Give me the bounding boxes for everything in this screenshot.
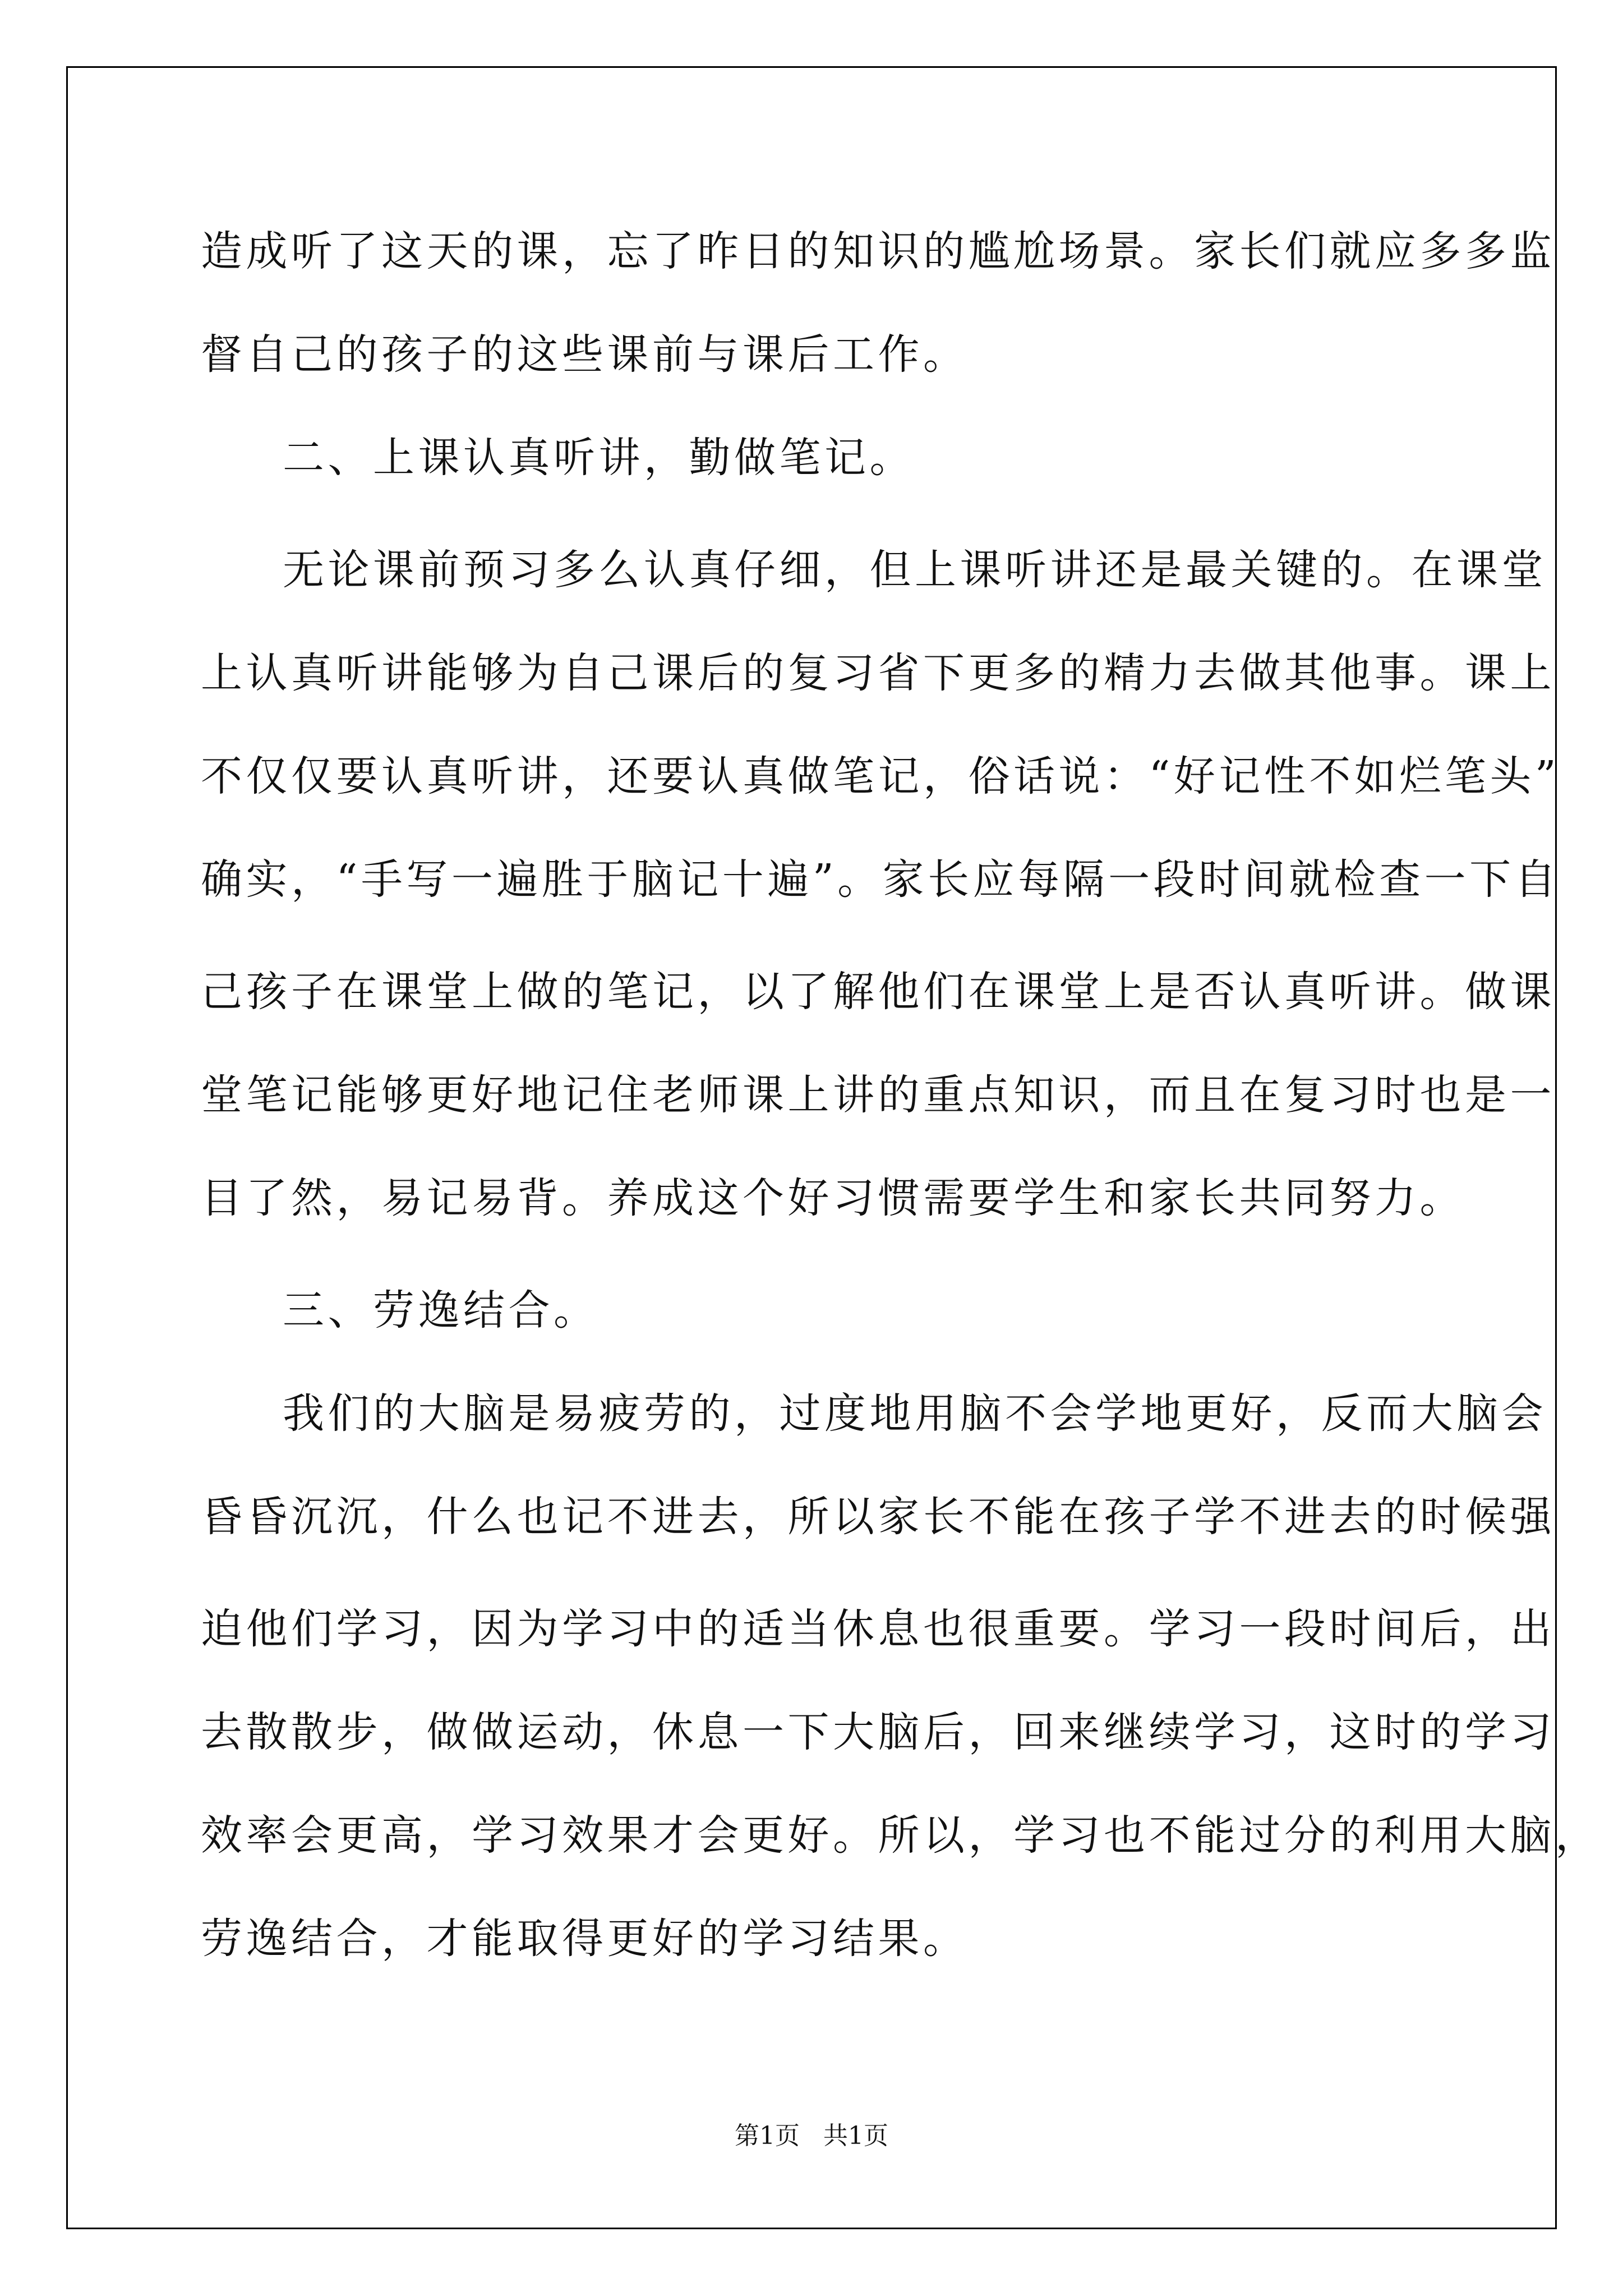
text-line: 上认真听讲能够为自己课后的复习省下更多的精力去做其他事。课上 <box>201 649 1555 697</box>
text-line: 督自己的孩子的这些课前与课后工作。 <box>201 330 969 379</box>
page-border <box>66 66 1557 2229</box>
text-line: 去散散步，做做运动，休息一下大脑后，回来继续学习，这时的学习 <box>201 1708 1555 1756</box>
section-heading: 二、上课认真听讲，勤做笔记。 <box>283 434 915 482</box>
text-line: 效率会更高，学习效果才会更好。所以，学习也不能过分的利用大脑， <box>201 1811 1601 1860</box>
text-line: 确实，“手写一遍胜于脑记十遍”。家长应每隔一段时间就检查一下自 <box>201 855 1560 904</box>
text-line: 我们的大脑是易疲劳的，过度地用脑不会学地更好，反而大脑会 <box>283 1389 1547 1438</box>
text-line: 迫他们学习，因为学习中的适当休息也很重要。学习一段时间后，出 <box>201 1605 1555 1653</box>
text-line: 无论课前预习多么认真仔细，但上课听讲还是最关键的。在课堂 <box>283 546 1547 594</box>
text-line: 劳逸结合，才能取得更好的学习结果。 <box>201 1915 969 1963</box>
text-line: 昏昏沉沉，什么也记不进去，所以家长不能在孩子学不进去的时候强 <box>201 1493 1555 1541</box>
text-line: 己孩子在课堂上做的笔记，以了解他们在课堂上是否认真听讲。做课 <box>201 968 1555 1016</box>
text-line: 不仅仅要认真听讲，还要认真做笔记，俗话说：“好记性不如烂笔头” <box>201 752 1560 800</box>
text-line: 堂笔记能够更好地记住老师课上讲的重点知识，而且在复习时也是一 <box>201 1071 1555 1119</box>
page-number-footer: 第1页 共1页 <box>735 2122 888 2150</box>
text-line: 目了然，易记易背。养成这个好习惯需要学生和家长共同努力。 <box>201 1174 1465 1222</box>
section-heading: 三、劳逸结合。 <box>283 1286 599 1335</box>
text-line: 造成听了这天的课，忘了昨日的知识的尴尬场景。家长们就应多多监 <box>201 227 1555 275</box>
